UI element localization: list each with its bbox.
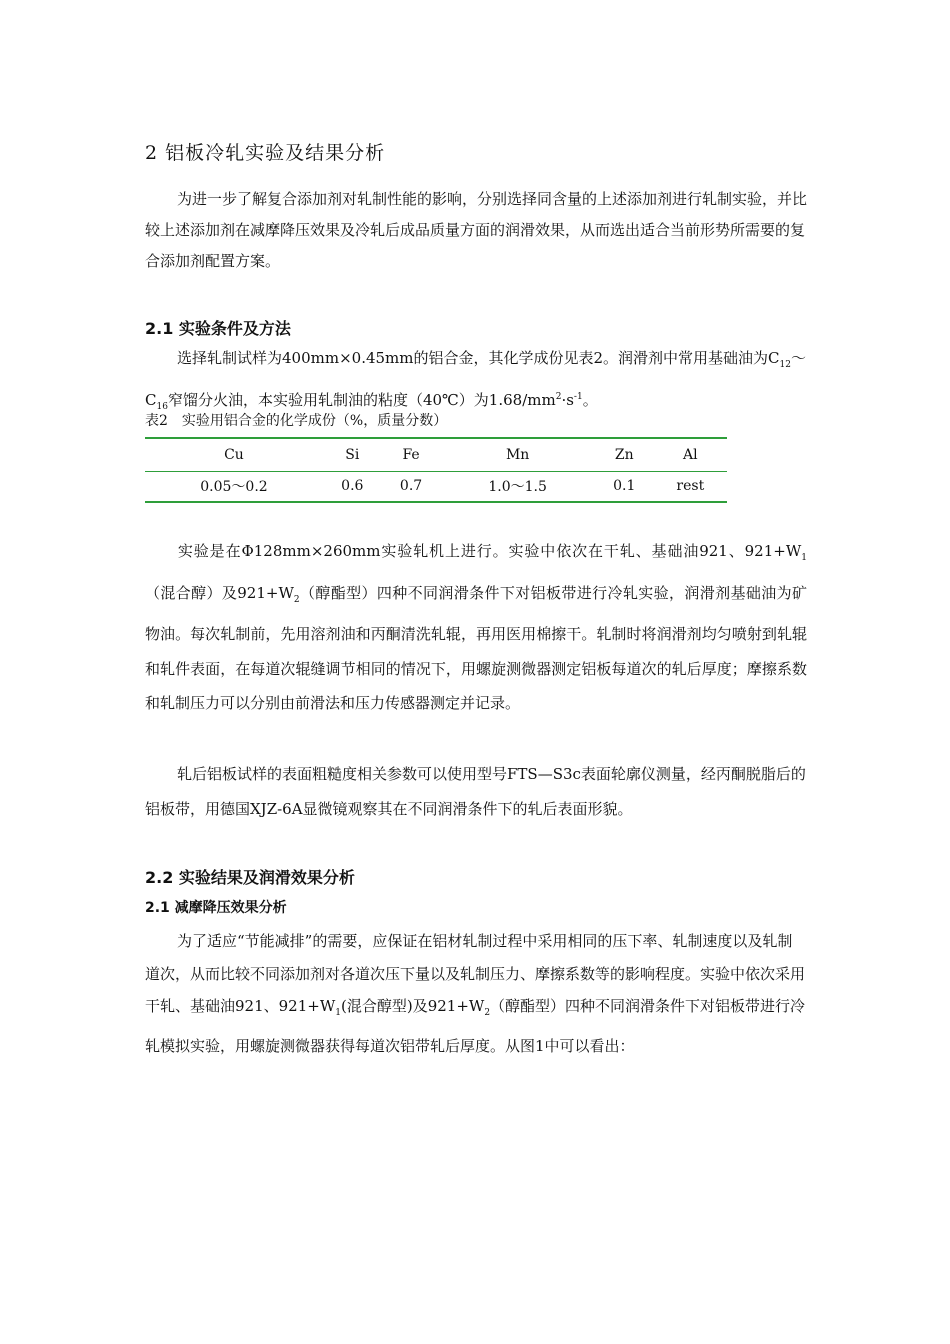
friction-text-a: 为了适应“节能减排”的需要，应保证在铝材轧制过程中采用相同的压下率、轧制速度以及轧制道次，从而比较不同添加剂对各道次压下量以及轧制压力、摩擦系数等的影响程度。实验中依次采用干轧、基础油921、921+W xyxy=(145,932,806,1015)
conditions-text-d: ·s xyxy=(561,391,574,409)
table-cell: 0.1 xyxy=(595,471,654,502)
friction-text-b: (混合醇型)及921+W xyxy=(340,997,485,1015)
header-cell: Fe xyxy=(382,438,441,471)
header-cell: Mn xyxy=(440,438,594,471)
table-cell: 0.7 xyxy=(382,471,441,502)
subsubsection-heading: 2.1 减摩降压效果分析 xyxy=(145,900,287,916)
table-row xyxy=(145,471,727,502)
header-cell: Cu xyxy=(145,438,323,471)
roughness-paragraph xyxy=(145,757,807,826)
subscript: 2 xyxy=(293,594,300,605)
friction-text-c: （醇酯型）四种不同润滑条件下对铝板带进行冷轧模拟实验，用螺旋测微器获得每道次铝带轧后厚度。从图1中可以看出： xyxy=(145,997,806,1055)
conditions-text-b: ～C xyxy=(145,349,806,409)
intro-text: 为进一步了解复合添加剂对轧制性能的影响，分别选择同含量的上述添加剂进行轧制实验，并比较上述添加剂在减摩降压效果及冷轧后成品质量方面的润滑效果，从而选出适合当前形势所需要的复合添加剂配置方案。 xyxy=(145,190,808,270)
header-cell: Al xyxy=(654,438,727,471)
subsection-heading-2-2: 2.2 实验结果及润滑效果分析 xyxy=(145,868,355,887)
superscript: 2 xyxy=(555,392,562,402)
experiment-text-b: （混合醇）及921+W xyxy=(145,583,294,602)
subscript: 2 xyxy=(484,1008,491,1018)
conditions-text-e: 。 xyxy=(582,391,598,409)
conditions-text-a: 选择轧制试样为400mm×0.45mm的铝合金，其化学成份见表2。润滑剂中常用基础油为C xyxy=(177,349,780,367)
subscript: 1 xyxy=(335,1008,341,1018)
table-cell: 0.6 xyxy=(323,471,382,502)
conditions-text-c: 窄馏分火油，本实验用轧制油的粘度（40℃）为1.68/mm xyxy=(167,391,556,409)
experiment-text-a: 实验是在Φ128mm×260mm实验轧机上进行。实验中依次在干轧、基础油921、921+W xyxy=(177,542,802,560)
table-caption: 表2 实验用铝合金的化学成份（%，质量分数） xyxy=(145,413,448,429)
subscript: 1 xyxy=(801,553,807,563)
composition-table xyxy=(145,437,727,503)
table-cell: 1.0～1.5 xyxy=(440,471,594,502)
roughness-text: 轧后铝板试样的表面粗糙度相关参数可以使用型号FTS—S3c表面轮廓仪测量，经丙酮脱脂后的铝板带，用德国XJZ-6A显微镜观察其在不同润滑条件下的轧后表面形貌。 xyxy=(145,765,806,818)
table-cell: 0.05～0.2 xyxy=(145,471,323,502)
subscript: 16 xyxy=(156,402,168,412)
superscript: -1 xyxy=(573,392,583,402)
header-cell: Zn xyxy=(595,438,654,471)
subscript: 12 xyxy=(779,360,791,370)
table-header-row xyxy=(145,438,727,471)
header-cell: Si xyxy=(323,438,382,471)
intro-paragraph xyxy=(145,184,807,277)
experiment-paragraph xyxy=(145,534,807,721)
table-cell: rest xyxy=(654,471,727,502)
section-heading: 2 铝板冷轧实验及结果分析 xyxy=(145,142,386,164)
subsection-heading-2-1: 2.1 实验条件及方法 xyxy=(145,319,291,338)
friction-paragraph xyxy=(145,925,807,1062)
experiment-text-c: （醇酯型）四种不同润滑条件下对铝板带进行冷轧实验，润滑剂基础油为矿物油。每次轧制前，先用溶剂油和丙酮清洗轧辊，再用医用棉擦干。轧制时将润滑剂均匀喷射到轧辊和轧件表面，在每道次辊缝调节相同的情况下，用螺旋测微器测定铝板每道次的轧后厚度；摩擦系数和轧制压力可以分别由前滑法和压力传感器测定并记录。 xyxy=(145,583,807,712)
